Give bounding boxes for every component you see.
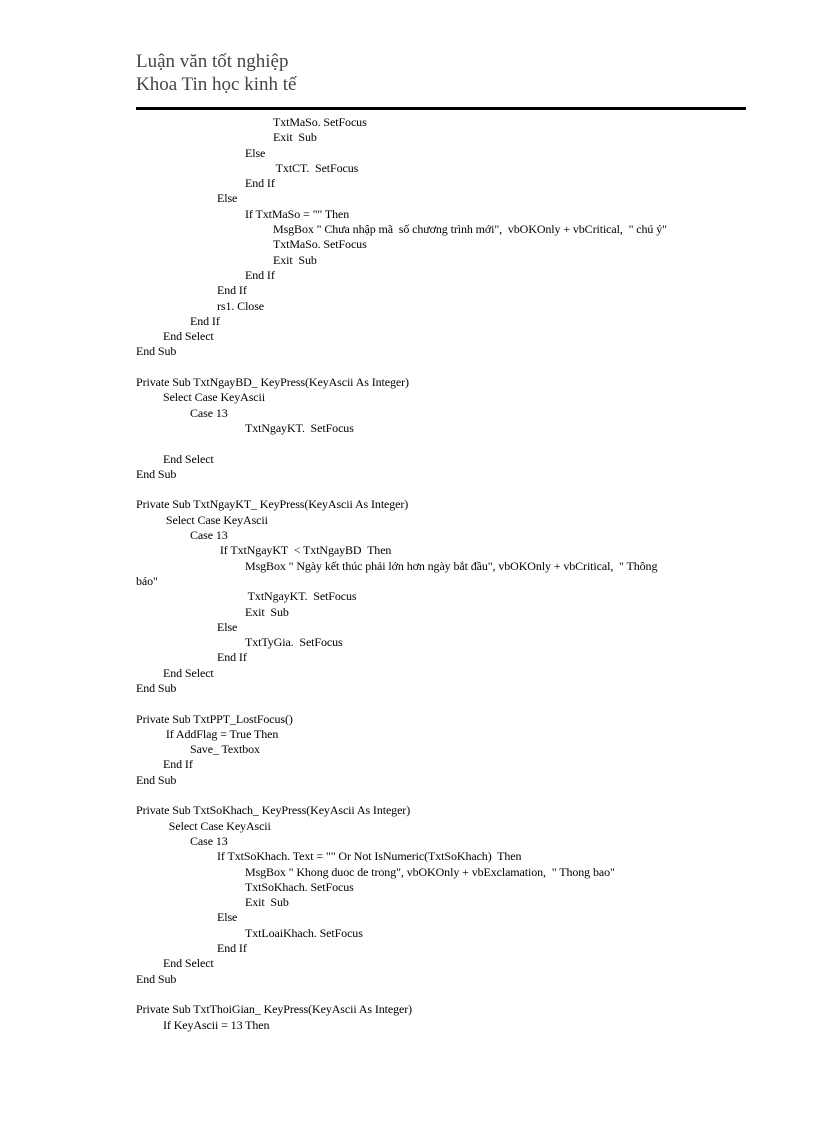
code-line: TxtSoKhach. SetFocus [245, 879, 354, 894]
code-line: If KeyAscii = 13 Then [163, 1017, 270, 1032]
code-line: End Select [163, 665, 214, 680]
code-line: TxtMaSo. SetFocus [273, 237, 367, 252]
code-line: Else [217, 191, 238, 206]
code-line: Case 13 [190, 528, 228, 543]
code-line: TxtMaSo. SetFocus [273, 115, 367, 129]
code-line: Case 13 [190, 405, 228, 420]
header-divider [136, 107, 746, 110]
code-line: Exit Sub [245, 895, 289, 910]
code-line: TxtCT. SetFocus [273, 160, 359, 175]
code-line: TxtNgayKT. SetFocus [245, 589, 357, 604]
code-line: Case 13 [190, 833, 228, 848]
code-line: Private Sub TxtPPT_LostFocus() [136, 711, 293, 726]
code-line: If TxtNgayKT < TxtNgayBD Then [217, 543, 392, 558]
code-line: End If [217, 650, 247, 665]
code-line [136, 696, 736, 711]
code-line: Select Case KeyAscii [163, 512, 268, 527]
code-line: Exit Sub [273, 252, 317, 267]
code-line: End If [163, 757, 193, 772]
code-line: Private Sub TxtNgayKT_ KeyPress(KeyAscii As Integer) [136, 497, 409, 512]
code-line: Else [217, 910, 238, 925]
code-line: Select Case KeyAscii [163, 818, 271, 833]
code-line [136, 436, 736, 451]
code-line [136, 987, 736, 1002]
code-line: End If [190, 313, 220, 328]
code-line: Else [245, 145, 266, 160]
code-line: End Select [163, 329, 214, 344]
code-line [136, 482, 736, 497]
code-line: Private Sub TxtNgayBD_ KeyPress(KeyAscii As Integer) [136, 375, 409, 390]
code-line: End Select [163, 956, 214, 971]
code-line: MsgBox " Ngày kết thúc phải lớn hơn ngày bắt đầu", vbOKOnly + vbCritical, " Thông [245, 558, 658, 573]
code-line: End If [245, 267, 275, 282]
code-line: End Sub [136, 680, 177, 695]
code-line: End Select [163, 451, 214, 466]
code-line: Select Case KeyAscii [163, 390, 265, 405]
code-line: End Sub [136, 344, 177, 359]
page-header [136, 50, 296, 96]
code-line: If TxtSoKhach. Text = "" Or Not IsNumeric(TxtSoKhach) Then [217, 849, 522, 864]
code-line: End Sub [136, 772, 177, 787]
code-line: MsgBox " Khong duoc de trong", vbOKOnly + vbExclamation, " Thong bao" [245, 864, 615, 879]
code-line: báo" [136, 573, 158, 588]
code-line [136, 788, 736, 803]
code-line: Exit Sub [245, 604, 289, 619]
faculty-name: Khoa Tin học kinh tế [136, 74, 297, 95]
code-line: rs1. Close [217, 298, 265, 313]
code-line: If AddFlag = True Then [163, 726, 279, 741]
code-line: Else [217, 619, 238, 634]
code-line: TxtTyGia. SetFocus [245, 635, 343, 650]
code-line: If TxtMaSo = "" Then [245, 206, 350, 221]
code-line: End If [245, 176, 275, 191]
code-line: Private Sub TxtThoiGian_ KeyPress(KeyAscii As Integer) [136, 1002, 412, 1017]
code-line: TxtNgayKT. SetFocus [245, 420, 354, 435]
thesis-title: Luận văn tốt nghiệp [136, 51, 289, 72]
code-line: Exit Sub [273, 130, 317, 145]
code-line: End Sub [136, 971, 177, 986]
code-listing [136, 115, 736, 1033]
code-line: TxtLoaiKhach. SetFocus [245, 925, 363, 940]
code-line: Private Sub TxtSoKhach_ KeyPress(KeyAscii As Integer) [136, 803, 411, 818]
code-line: End If [217, 283, 247, 298]
code-line: Save_ Textbox [190, 742, 260, 757]
code-line: MsgBox " Chưa nhập mã số chương trình mới", vbOKOnly + vbCritical, " chú ý" [273, 222, 667, 237]
code-line [136, 360, 736, 375]
code-line: End Sub [136, 466, 177, 481]
code-line: End If [217, 941, 247, 956]
